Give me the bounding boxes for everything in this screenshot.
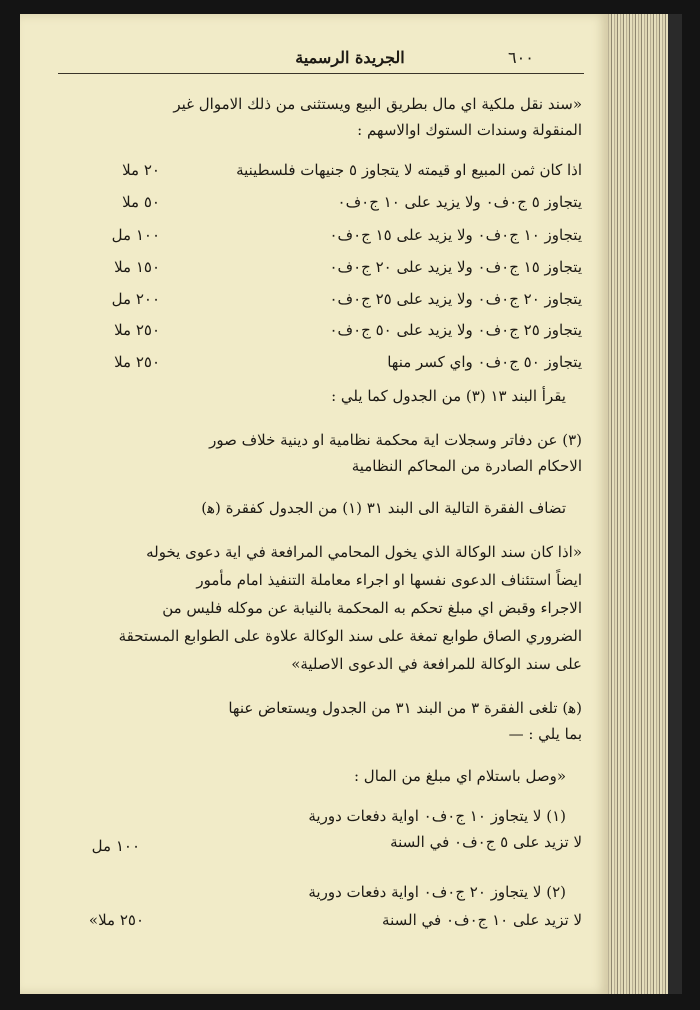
fee-row-text: اذا كان ثمن المبيع او قيمته لا يتجاوز ٥ جنيهات فلسطينية bbox=[236, 161, 582, 179]
fee-row-amount: ٢٥٠ ملا bbox=[114, 321, 160, 339]
fee-row-amount: ٢٥٠ ملا bbox=[114, 353, 160, 371]
fee-row-text: يتجاوز ٥ ج٠ف٠ ولا يزيد على ١٠ ج٠ف٠ bbox=[337, 193, 582, 211]
fee-row-text: يتجاوز ١٠ ج٠ف٠ ولا يزيد على ١٥ ج٠ف٠ bbox=[329, 226, 582, 244]
header-rule bbox=[58, 73, 584, 74]
fee-row-amount: ٢٠٠ مل bbox=[111, 290, 160, 308]
fee-row-text: يتجاوز ١٥ ج٠ف٠ ولا يزيد على ٢٠ ج٠ف٠ bbox=[329, 258, 582, 276]
receipt-item-line-2: لا تزيد على ١٠ ج٠ف٠ في السنة bbox=[382, 911, 582, 929]
fee-row-text: يتجاوز ٢٠ ج٠ف٠ ولا يزيد على ٢٥ ج٠ف٠ bbox=[329, 290, 582, 308]
clause-31-add-line: الضروري الصاق طوابع تمغة على سند الوكالة علاوة على الطوابع المستحقة bbox=[118, 627, 582, 645]
intro-line-1: «سند نقل ملكية اي مال بطريق البيع ويستثنى من ذلك الاموال غير bbox=[173, 95, 582, 113]
clause-13-line-1: (٣) عن دفاتر وسجلات اية محكمة نظامية او دينية خلاف صور bbox=[209, 431, 582, 449]
receipt-item-amount: ٢٥٠ ملا» bbox=[88, 911, 144, 929]
clause-13-line-2: الاحكام الصادرة من المحاكم النظامية bbox=[351, 457, 582, 475]
receipt-item-line-1: (٢) لا يتجاوز ٢٠ ج٠ف٠ اواية دفعات دورية bbox=[308, 883, 566, 901]
clause-31-add-heading: تضاف الفقرة التالية الى البند ٣١ (١) من الجدول كفقرة (ﻫ) bbox=[201, 499, 566, 517]
receipt-heading: «وصل باستلام اي مبلغ من المال : bbox=[353, 767, 566, 785]
clause-31-add-line: ايضاً استئناف الدعوى نفسها او اجراء معاملة التنفيذ امام مأمور bbox=[196, 571, 582, 589]
clause-13-heading: يقرأ البند ١٣ (٣) من الجدول كما يلي : bbox=[331, 387, 566, 405]
receipt-item-line-2: لا تزيد على ٥ ج٠ف٠ في السنة bbox=[390, 833, 582, 851]
header-title: الجريدة الرسمية bbox=[295, 48, 405, 67]
clause-31-add-line: على سند الوكالة للمرافعة في الدعوى الاصلية» bbox=[291, 655, 582, 673]
intro-line-2: المنقولة وسندات الستوك اوالاسهم : bbox=[357, 121, 582, 139]
fee-row-text: يتجاوز ٢٥ ج٠ف٠ ولا يزيد على ٥٠ ج٠ف٠ bbox=[329, 321, 582, 339]
fee-row-amount: ٥٠ ملا bbox=[122, 193, 160, 211]
receipt-item-line-1: (١) لا يتجاوز ١٠ ج٠ف٠ اواية دفعات دورية bbox=[308, 807, 566, 825]
fee-row-amount: ٢٠ ملا bbox=[122, 161, 160, 179]
fee-row-amount: ١٠٠ مل bbox=[111, 226, 160, 244]
clause-31-add-line: الاجراء وقبض اي مبلغ تحكم به المحكمة بالنيابة عن موكله فليس من bbox=[162, 599, 582, 617]
clause-31-replace-line-2: بما يلي : — bbox=[508, 725, 582, 743]
page-edges bbox=[606, 14, 682, 994]
clause-31-add-line: «اذا كان سند الوكالة الذي يخول المحامي المرافعة في اية دعوى يخوله bbox=[146, 543, 582, 561]
receipt-item-amount: ١٠٠ مل bbox=[91, 837, 140, 855]
fee-row-amount: ١٥٠ ملا bbox=[114, 258, 160, 276]
page-number: ٦٠٠ bbox=[508, 48, 534, 67]
clause-31-replace-line-1: (ﻫ) تلغى الفقرة ٣ من البند ٣١ من الجدول ويستعاض عنها bbox=[228, 699, 582, 717]
fee-row-text: يتجاوز ٥٠ ج٠ف٠ واي كسر منها bbox=[387, 353, 582, 371]
